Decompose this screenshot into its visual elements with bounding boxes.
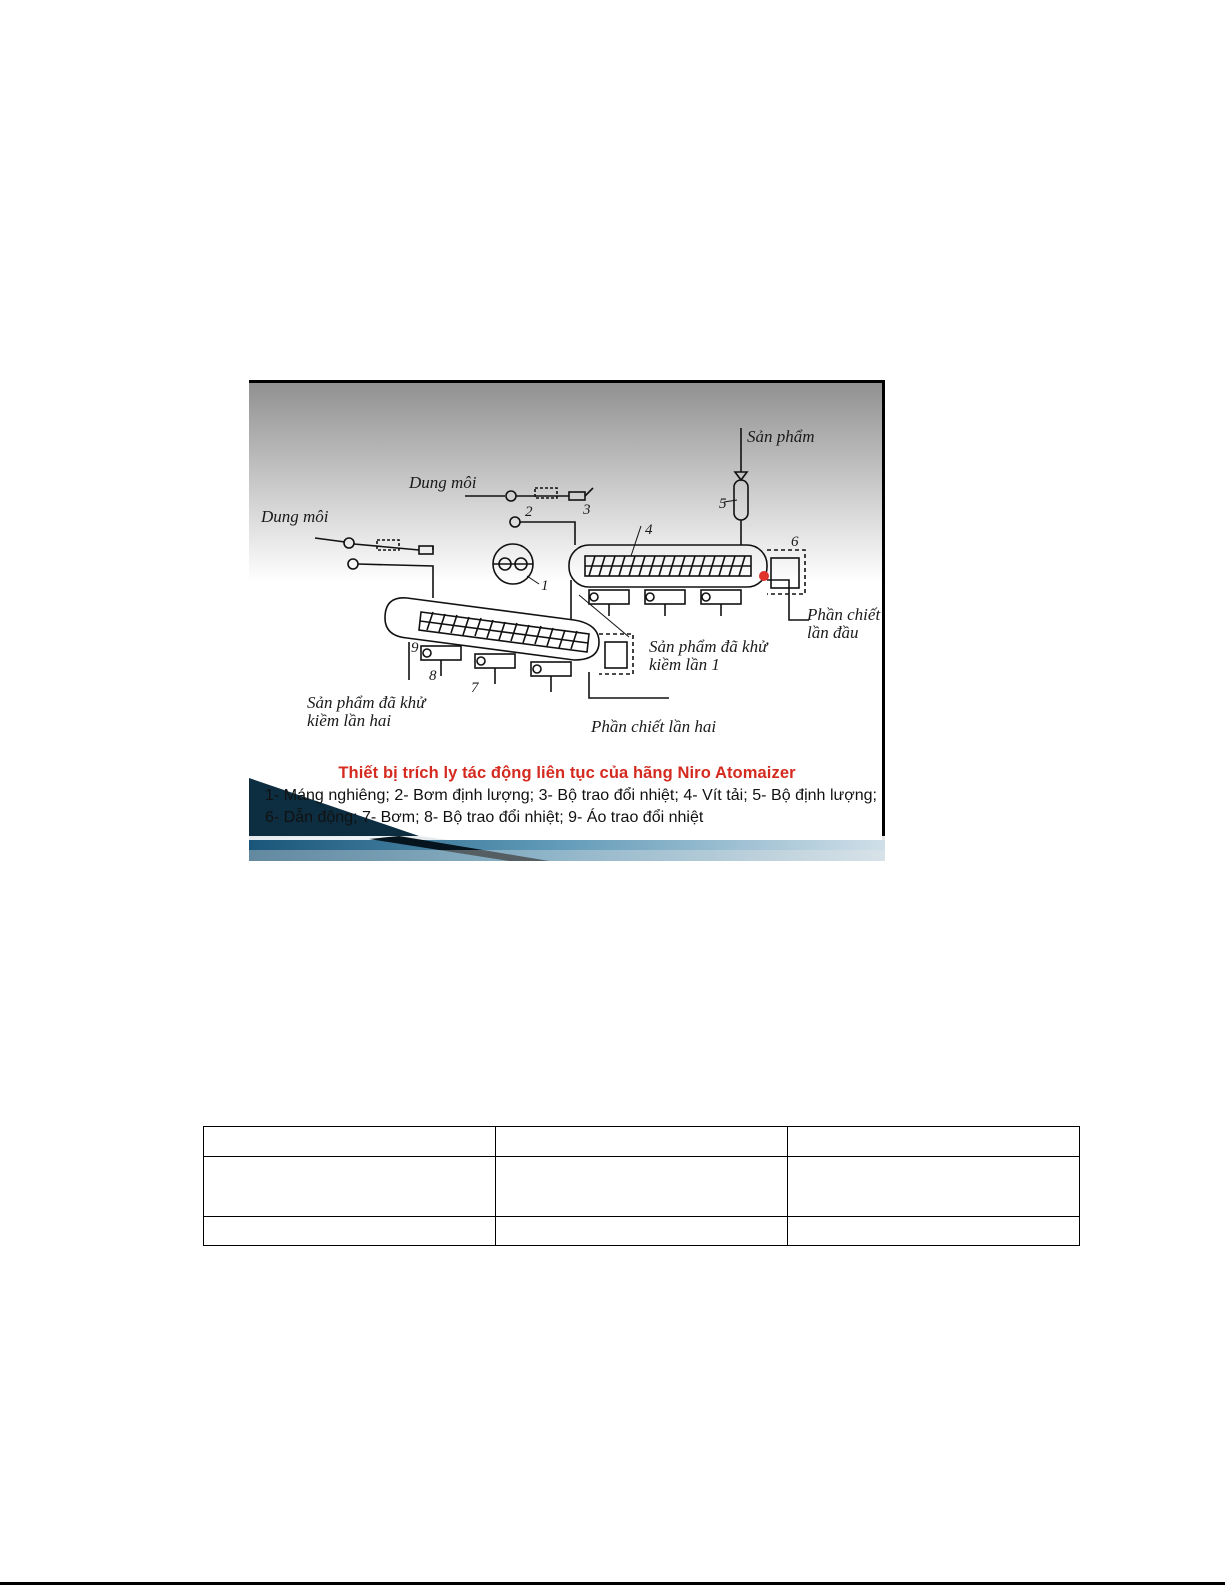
- label-product-in: Sản phẩm: [747, 427, 815, 446]
- slide-right-border: [882, 380, 885, 861]
- num-8: 8: [429, 668, 437, 684]
- figure-caption-title: Thiết bị trích ly tác động liên tục của hãng Niro Atomaizer: [338, 764, 796, 782]
- table-cell: [788, 1157, 1080, 1217]
- label-second-extract: Phần chiết lần hai: [591, 717, 717, 736]
- num-1: 1: [541, 578, 549, 594]
- table-row: [204, 1217, 1080, 1246]
- red-pointer-dot: [759, 571, 769, 581]
- label-first-extract: Phần chiết lần đầu: [807, 605, 881, 642]
- table-cell: [496, 1217, 788, 1246]
- num-9: 9: [411, 640, 419, 656]
- num-4: 4: [645, 522, 653, 538]
- figure-caption-legend: 1- Máng nghiêng; 2- Bơm định lượng; 3- Bộ trao đổi nhiệt; 4- Vít tải; 5- Bộ định lượng; 6- Dẫn động; 7- Bơm; 8- Bộ trao đổi nhiệt; 9- Áo trao đổi nhiệt: [265, 787, 877, 826]
- label-solvent-left: Dung môi: [261, 507, 329, 526]
- label-solvent-top: Dung môi: [409, 473, 477, 492]
- table-cell: [788, 1127, 1080, 1157]
- num-3: 3: [583, 502, 591, 518]
- label-deacid-2: Sản phẩm đã khử kiềm lần hai: [307, 693, 426, 730]
- table-cell: [204, 1127, 496, 1157]
- num-7: 7: [471, 680, 479, 696]
- table-cell: [788, 1217, 1080, 1246]
- label-deacid-1: Sản phẩm đã khử kiềm lần 1: [649, 637, 768, 674]
- num-2: 2: [525, 504, 533, 520]
- table-cell: [496, 1157, 788, 1217]
- table-row: [204, 1157, 1080, 1217]
- num-5: 5: [719, 496, 727, 512]
- table-row: [204, 1127, 1080, 1157]
- table-cell: [204, 1217, 496, 1246]
- slide-top-border: [249, 380, 885, 383]
- table-cell: [204, 1157, 496, 1217]
- table-cell: [496, 1127, 788, 1157]
- slide-figure: [249, 380, 885, 861]
- empty-table: [203, 1126, 1080, 1246]
- num-6: 6: [791, 534, 799, 550]
